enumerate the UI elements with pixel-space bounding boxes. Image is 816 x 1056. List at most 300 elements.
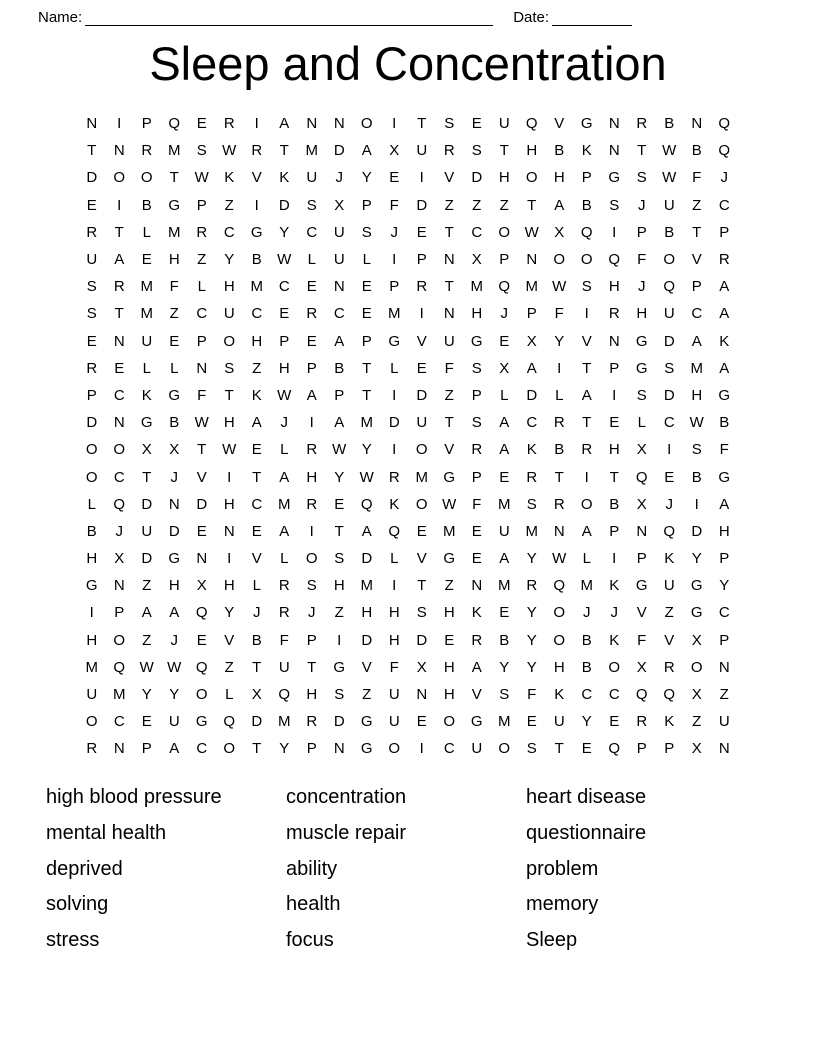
grid-cell[interactable]: Q — [580, 223, 593, 241]
grid-cell[interactable]: U — [278, 658, 290, 676]
grid-cell[interactable]: S — [86, 305, 97, 323]
word-list-item[interactable]: questionnaire — [526, 821, 647, 844]
grid-cell[interactable]: H — [636, 305, 648, 323]
grid-cell[interactable]: Y — [361, 441, 372, 459]
grid-cell[interactable]: V — [664, 631, 675, 649]
word-list-item[interactable]: health — [286, 893, 341, 916]
grid-cell[interactable]: S — [471, 359, 482, 377]
grid-cell[interactable]: J — [115, 522, 123, 540]
grid-cell[interactable]: R — [306, 495, 318, 513]
grid-cell[interactable]: K — [389, 495, 400, 513]
grid-cell[interactable]: E — [334, 495, 345, 513]
grid-cell[interactable]: L — [280, 441, 289, 459]
grid-cell[interactable]: D — [388, 414, 400, 432]
grid-cell[interactable]: I — [254, 115, 259, 133]
grid-cell[interactable]: E — [196, 115, 207, 133]
grid-cell[interactable]: B — [554, 441, 565, 459]
grid-cell[interactable]: Y — [361, 169, 372, 187]
grid-cell[interactable]: E — [251, 441, 262, 459]
grid-cell[interactable]: H — [86, 631, 98, 649]
grid-cell[interactable]: X — [691, 686, 702, 704]
grid-cell[interactable]: E — [389, 169, 400, 187]
grid-cell[interactable]: F — [197, 386, 207, 404]
grid-cell[interactable]: I — [117, 115, 122, 133]
grid-cell[interactable]: M — [525, 278, 538, 296]
grid-cell[interactable]: V — [444, 169, 455, 187]
grid-cell[interactable]: X — [114, 550, 125, 568]
grid-cell[interactable]: N — [333, 278, 345, 296]
grid-cell[interactable]: O — [553, 251, 566, 269]
grid-cell[interactable]: I — [584, 305, 589, 323]
grid-cell[interactable]: T — [224, 386, 234, 404]
grid-cell[interactable]: T — [609, 468, 619, 486]
grid-cell[interactable]: N — [636, 522, 648, 540]
grid-cell[interactable]: E — [196, 522, 207, 540]
grid-cell[interactable]: C — [333, 305, 345, 323]
grid-cell[interactable]: S — [499, 686, 510, 704]
grid-cell[interactable]: D — [333, 142, 345, 160]
grid-cell[interactable]: T — [692, 223, 702, 241]
grid-cell[interactable]: R — [278, 577, 290, 595]
grid-cell[interactable]: E — [526, 713, 537, 731]
grid-cell[interactable]: K — [526, 441, 537, 459]
grid-cell[interactable]: E — [169, 332, 180, 350]
grid-cell[interactable]: W — [277, 251, 292, 269]
grid-cell[interactable]: K — [581, 142, 592, 160]
grid-cell[interactable]: L — [390, 550, 399, 568]
grid-cell[interactable]: G — [360, 713, 373, 731]
grid-cell[interactable]: G — [635, 577, 648, 595]
grid-cell[interactable]: B — [664, 115, 675, 133]
grid-cell[interactable]: D — [663, 386, 675, 404]
grid-cell[interactable]: E — [86, 332, 97, 350]
grid-cell[interactable]: N — [306, 115, 318, 133]
grid-cell[interactable]: A — [691, 332, 702, 350]
grid-cell[interactable]: T — [334, 522, 344, 540]
grid-cell[interactable]: U — [718, 713, 730, 731]
grid-cell[interactable]: I — [419, 740, 424, 758]
grid-cell[interactable]: O — [553, 604, 566, 622]
grid-cell[interactable]: U — [663, 577, 675, 595]
grid-cell[interactable]: O — [113, 169, 126, 187]
word-list-item[interactable]: solving — [46, 893, 109, 916]
grid-cell[interactable]: Z — [472, 196, 482, 214]
grid-cell[interactable]: G — [360, 740, 373, 758]
grid-cell[interactable]: S — [444, 115, 455, 133]
grid-cell[interactable]: X — [636, 495, 647, 513]
grid-cell[interactable]: F — [637, 631, 647, 649]
grid-cell[interactable]: M — [305, 142, 318, 160]
grid-cell[interactable]: S — [334, 550, 345, 568]
name-blank-rule[interactable] — [85, 12, 493, 26]
grid-cell[interactable]: E — [416, 522, 427, 540]
grid-cell[interactable]: N — [608, 115, 620, 133]
grid-cell[interactable]: A — [554, 196, 565, 214]
grid-cell[interactable]: V — [416, 332, 427, 350]
grid-cell[interactable]: N — [553, 522, 565, 540]
grid-cell[interactable]: P — [389, 278, 400, 296]
grid-cell[interactable]: M — [168, 142, 181, 160]
grid-cell[interactable]: P — [306, 740, 317, 758]
grid-cell[interactable]: X — [416, 658, 427, 676]
grid-cell[interactable]: O — [85, 468, 98, 486]
grid-cell[interactable]: J — [308, 604, 316, 622]
grid-cell[interactable]: U — [471, 740, 483, 758]
grid-cell[interactable]: E — [499, 332, 510, 350]
grid-cell[interactable]: M — [360, 414, 373, 432]
grid-cell[interactable]: U — [663, 305, 675, 323]
grid-cell[interactable]: P — [471, 386, 482, 404]
grid-cell[interactable]: W — [277, 386, 292, 404]
grid-cell[interactable]: Q — [195, 604, 208, 622]
grid-cell[interactable]: B — [169, 414, 180, 432]
grid-cell[interactable]: G — [85, 577, 98, 595]
grid-cell[interactable]: T — [499, 142, 509, 160]
grid-cell[interactable]: D — [416, 386, 428, 404]
grid-cell[interactable]: O — [415, 441, 428, 459]
grid-cell[interactable]: R — [251, 142, 263, 160]
grid-cell[interactable]: M — [498, 577, 511, 595]
grid-cell[interactable]: H — [718, 522, 730, 540]
grid-cell[interactable]: Q — [388, 522, 401, 540]
grid-cell[interactable]: I — [612, 386, 617, 404]
grid-cell[interactable]: S — [471, 414, 482, 432]
grid-cell[interactable]: H — [223, 495, 235, 513]
grid-cell[interactable]: I — [392, 386, 397, 404]
grid-cell[interactable]: P — [416, 251, 427, 269]
grid-cell[interactable]: S — [636, 169, 647, 187]
grid-cell[interactable]: J — [720, 169, 728, 187]
grid-cell[interactable]: T — [582, 359, 592, 377]
grid-cell[interactable]: K — [609, 631, 620, 649]
grid-cell[interactable]: H — [278, 359, 290, 377]
grid-cell[interactable]: S — [691, 441, 702, 459]
grid-cell[interactable]: M — [443, 522, 456, 540]
grid-cell[interactable]: S — [306, 196, 317, 214]
grid-cell[interactable]: O — [140, 169, 153, 187]
grid-cell[interactable]: G — [718, 468, 731, 486]
grid-cell[interactable]: N — [113, 414, 125, 432]
grid-cell[interactable]: H — [553, 658, 565, 676]
grid-cell[interactable]: L — [362, 251, 371, 269]
grid-cell[interactable]: C — [196, 305, 208, 323]
grid-cell[interactable]: F — [444, 359, 454, 377]
grid-cell[interactable]: P — [196, 332, 207, 350]
grid-cell[interactable]: K — [141, 386, 152, 404]
grid-cell[interactable]: M — [580, 577, 593, 595]
grid-cell[interactable]: F — [472, 495, 482, 513]
grid-cell[interactable]: S — [471, 142, 482, 160]
grid-cell[interactable]: I — [392, 441, 397, 459]
grid-cell[interactable]: V — [251, 169, 262, 187]
grid-cell[interactable]: M — [140, 278, 153, 296]
grid-cell[interactable]: C — [113, 713, 125, 731]
grid-cell[interactable]: F — [389, 196, 399, 214]
grid-cell[interactable]: K — [224, 169, 235, 187]
grid-cell[interactable]: I — [392, 577, 397, 595]
grid-cell[interactable]: U — [498, 115, 510, 133]
grid-cell[interactable]: Q — [663, 278, 676, 296]
grid-cell[interactable]: R — [663, 658, 675, 676]
grid-cell[interactable]: E — [471, 550, 482, 568]
grid-cell[interactable]: P — [719, 223, 730, 241]
grid-cell[interactable]: D — [141, 550, 153, 568]
grid-cell[interactable]: K — [664, 713, 675, 731]
grid-cell[interactable]: H — [223, 577, 235, 595]
grid-cell[interactable]: U — [223, 305, 235, 323]
grid-cell[interactable]: T — [279, 142, 289, 160]
grid-cell[interactable]: G — [718, 386, 731, 404]
grid-cell[interactable]: T — [582, 414, 592, 432]
grid-cell[interactable]: G — [168, 386, 181, 404]
grid-cell[interactable]: O — [388, 740, 401, 758]
word-list-item[interactable]: Sleep — [526, 929, 578, 952]
grid-cell[interactable]: C — [663, 414, 675, 432]
grid-cell[interactable]: C — [223, 223, 235, 241]
grid-cell[interactable]: L — [500, 386, 509, 404]
grid-cell[interactable]: X — [499, 359, 510, 377]
grid-cell[interactable]: N — [608, 142, 620, 160]
grid-cell[interactable]: D — [141, 495, 153, 513]
grid-cell[interactable]: P — [141, 115, 152, 133]
grid-cell[interactable]: U — [86, 251, 98, 269]
grid-cell[interactable]: S — [86, 278, 97, 296]
grid-cell[interactable]: U — [416, 142, 428, 160]
grid-cell[interactable]: Z — [444, 386, 454, 404]
grid-cell[interactable]: Q — [553, 577, 566, 595]
grid-cell[interactable]: W — [332, 441, 347, 459]
grid-cell[interactable]: T — [527, 196, 537, 214]
grid-cell[interactable]: E — [609, 713, 620, 731]
grid-cell[interactable]: N — [113, 740, 125, 758]
grid-cell[interactable]: D — [416, 631, 428, 649]
grid-cell[interactable]: R — [196, 223, 208, 241]
grid-cell[interactable]: X — [636, 441, 647, 459]
grid-cell[interactable]: O — [580, 495, 593, 513]
grid-cell[interactable]: H — [553, 169, 565, 187]
grid-cell[interactable]: C — [306, 223, 318, 241]
grid-cell[interactable]: U — [86, 686, 98, 704]
grid-cell[interactable]: Q — [113, 495, 126, 513]
grid-cell[interactable]: Y — [499, 658, 510, 676]
grid-cell[interactable]: Q — [195, 658, 208, 676]
word-list-item[interactable]: ability — [286, 857, 338, 880]
grid-cell[interactable]: B — [334, 359, 345, 377]
grid-cell[interactable]: Z — [362, 686, 372, 704]
grid-cell[interactable]: U — [553, 713, 565, 731]
grid-cell[interactable]: M — [690, 359, 703, 377]
grid-cell[interactable]: A — [114, 251, 125, 269]
grid-cell[interactable]: E — [306, 278, 317, 296]
grid-cell[interactable]: H — [333, 577, 345, 595]
grid-cell[interactable]: D — [251, 713, 263, 731]
grid-cell[interactable]: B — [609, 495, 620, 513]
grid-cell[interactable]: H — [306, 468, 318, 486]
grid-cell[interactable]: M — [250, 278, 263, 296]
grid-cell[interactable]: B — [251, 631, 262, 649]
grid-cell[interactable]: J — [390, 223, 398, 241]
grid-cell[interactable]: O — [223, 332, 236, 350]
grid-cell[interactable]: J — [335, 169, 343, 187]
grid-cell[interactable]: K — [554, 686, 565, 704]
grid-cell[interactable]: R — [86, 359, 98, 377]
grid-cell[interactable]: V — [444, 441, 455, 459]
grid-cell[interactable]: X — [251, 686, 262, 704]
grid-cell[interactable]: R — [86, 223, 98, 241]
grid-cell[interactable]: U — [443, 332, 455, 350]
grid-cell[interactable]: A — [526, 359, 537, 377]
grid-cell[interactable]: E — [471, 522, 482, 540]
grid-cell[interactable]: U — [388, 686, 400, 704]
grid-cell[interactable]: Y — [526, 658, 537, 676]
word-list-item[interactable]: focus — [286, 929, 334, 952]
grid-cell[interactable]: M — [360, 577, 373, 595]
grid-cell[interactable]: J — [610, 604, 618, 622]
grid-cell[interactable]: H — [608, 278, 620, 296]
grid-cell[interactable]: A — [334, 414, 345, 432]
grid-cell[interactable]: S — [526, 740, 537, 758]
grid-cell[interactable]: G — [333, 658, 346, 676]
grid-cell[interactable]: P — [361, 332, 372, 350]
grid-cell[interactable]: A — [361, 142, 372, 160]
grid-cell[interactable]: P — [306, 359, 317, 377]
grid-cell[interactable]: S — [609, 196, 620, 214]
grid-cell[interactable]: E — [306, 332, 317, 350]
grid-cell[interactable]: V — [581, 332, 592, 350]
grid-cell[interactable]: P — [581, 169, 592, 187]
grid-cell[interactable]: U — [663, 196, 675, 214]
grid-cell[interactable]: W — [442, 495, 457, 513]
grid-cell[interactable]: C — [443, 740, 455, 758]
grid-cell[interactable]: R — [443, 142, 455, 160]
grid-cell[interactable]: H — [223, 414, 235, 432]
grid-cell[interactable]: D — [691, 522, 703, 540]
grid-cell[interactable]: U — [168, 713, 180, 731]
grid-cell[interactable]: I — [667, 441, 672, 459]
grid-cell[interactable]: Z — [197, 251, 207, 269]
grid-cell[interactable]: S — [636, 386, 647, 404]
grid-cell[interactable]: N — [526, 251, 538, 269]
grid-cell[interactable]: B — [554, 142, 565, 160]
grid-cell[interactable]: T — [252, 468, 262, 486]
grid-cell[interactable]: I — [254, 196, 259, 214]
grid-cell[interactable]: I — [392, 251, 397, 269]
grid-cell[interactable]: E — [444, 631, 455, 649]
word-list-item[interactable]: problem — [526, 857, 599, 880]
grid-cell[interactable]: A — [719, 495, 730, 513]
grid-cell[interactable]: R — [306, 713, 318, 731]
grid-cell[interactable]: E — [141, 251, 152, 269]
grid-cell[interactable]: E — [471, 115, 482, 133]
grid-cell[interactable]: N — [113, 577, 125, 595]
grid-cell[interactable]: C — [251, 495, 263, 513]
grid-cell[interactable]: N — [608, 332, 620, 350]
grid-cell[interactable]: D — [471, 169, 483, 187]
grid-cell[interactable]: F — [389, 658, 399, 676]
grid-cell[interactable]: T — [417, 115, 427, 133]
grid-cell[interactable]: B — [251, 251, 262, 269]
grid-cell[interactable]: T — [637, 142, 647, 160]
grid-cell[interactable]: J — [170, 631, 178, 649]
grid-cell[interactable]: E — [141, 713, 152, 731]
grid-cell[interactable]: D — [168, 522, 180, 540]
grid-cell[interactable]: Q — [718, 142, 731, 160]
grid-cell[interactable]: Q — [663, 522, 676, 540]
grid-cell[interactable]: F — [279, 631, 289, 649]
grid-cell[interactable]: P — [636, 740, 647, 758]
grid-cell[interactable]: S — [416, 604, 427, 622]
grid-cell[interactable]: A — [169, 604, 180, 622]
grid-cell[interactable]: Q — [168, 115, 181, 133]
grid-cell[interactable]: Y — [224, 251, 235, 269]
grid-cell[interactable]: P — [636, 223, 647, 241]
grid-cell[interactable]: E — [279, 305, 290, 323]
grid-cell[interactable]: J — [253, 604, 261, 622]
grid-cell[interactable]: P — [86, 386, 97, 404]
grid-cell[interactable]: W — [552, 550, 567, 568]
word-list-item[interactable]: deprived — [46, 857, 123, 880]
grid-cell[interactable]: M — [113, 686, 126, 704]
grid-cell[interactable]: P — [719, 631, 730, 649]
grid-cell[interactable]: K — [719, 332, 730, 350]
grid-cell[interactable]: M — [470, 278, 483, 296]
grid-cell[interactable]: Q — [608, 740, 621, 758]
grid-cell[interactable]: I — [392, 115, 397, 133]
grid-cell[interactable]: T — [252, 658, 262, 676]
grid-cell[interactable]: T — [142, 468, 152, 486]
grid-cell[interactable]: P — [526, 305, 537, 323]
grid-cell[interactable]: U — [141, 522, 153, 540]
grid-cell[interactable]: P — [609, 359, 620, 377]
grid-cell[interactable]: H — [388, 631, 400, 649]
grid-cell[interactable]: C — [691, 305, 703, 323]
grid-cell[interactable]: E — [361, 278, 372, 296]
grid-cell[interactable]: Z — [334, 604, 344, 622]
grid-cell[interactable]: V — [416, 550, 427, 568]
grid-cell[interactable]: M — [278, 495, 291, 513]
grid-cell[interactable]: P — [471, 468, 482, 486]
grid-cell[interactable]: X — [554, 223, 565, 241]
grid-cell[interactable]: N — [443, 305, 455, 323]
grid-cell[interactable]: O — [690, 658, 703, 676]
grid-cell[interactable]: G — [443, 550, 456, 568]
grid-cell[interactable]: I — [309, 522, 314, 540]
grid-cell[interactable]: T — [444, 414, 454, 432]
grid-cell[interactable]: H — [443, 658, 455, 676]
grid-cell[interactable]: V — [471, 686, 482, 704]
grid-cell[interactable]: O — [223, 740, 236, 758]
grid-cell[interactable]: N — [718, 740, 730, 758]
grid-cell[interactable]: H — [361, 604, 373, 622]
grid-cell[interactable]: W — [222, 142, 237, 160]
grid-cell[interactable]: Z — [719, 686, 729, 704]
grid-cell[interactable]: F — [637, 251, 647, 269]
grid-cell[interactable]: F — [692, 169, 702, 187]
grid-cell[interactable]: V — [251, 550, 262, 568]
grid-cell[interactable]: Q — [113, 658, 126, 676]
grid-cell[interactable]: L — [555, 386, 564, 404]
grid-cell[interactable]: X — [526, 332, 537, 350]
grid-cell[interactable]: P — [691, 278, 702, 296]
grid-cell[interactable]: Y — [526, 550, 537, 568]
grid-cell[interactable]: Y — [719, 577, 730, 595]
grid-cell[interactable]: U — [333, 251, 345, 269]
grid-cell[interactable]: E — [416, 223, 427, 241]
grid-cell[interactable]: R — [608, 305, 620, 323]
grid-cell[interactable]: R — [718, 251, 730, 269]
grid-cell[interactable]: Z — [169, 305, 179, 323]
grid-cell[interactable]: Y — [169, 686, 180, 704]
